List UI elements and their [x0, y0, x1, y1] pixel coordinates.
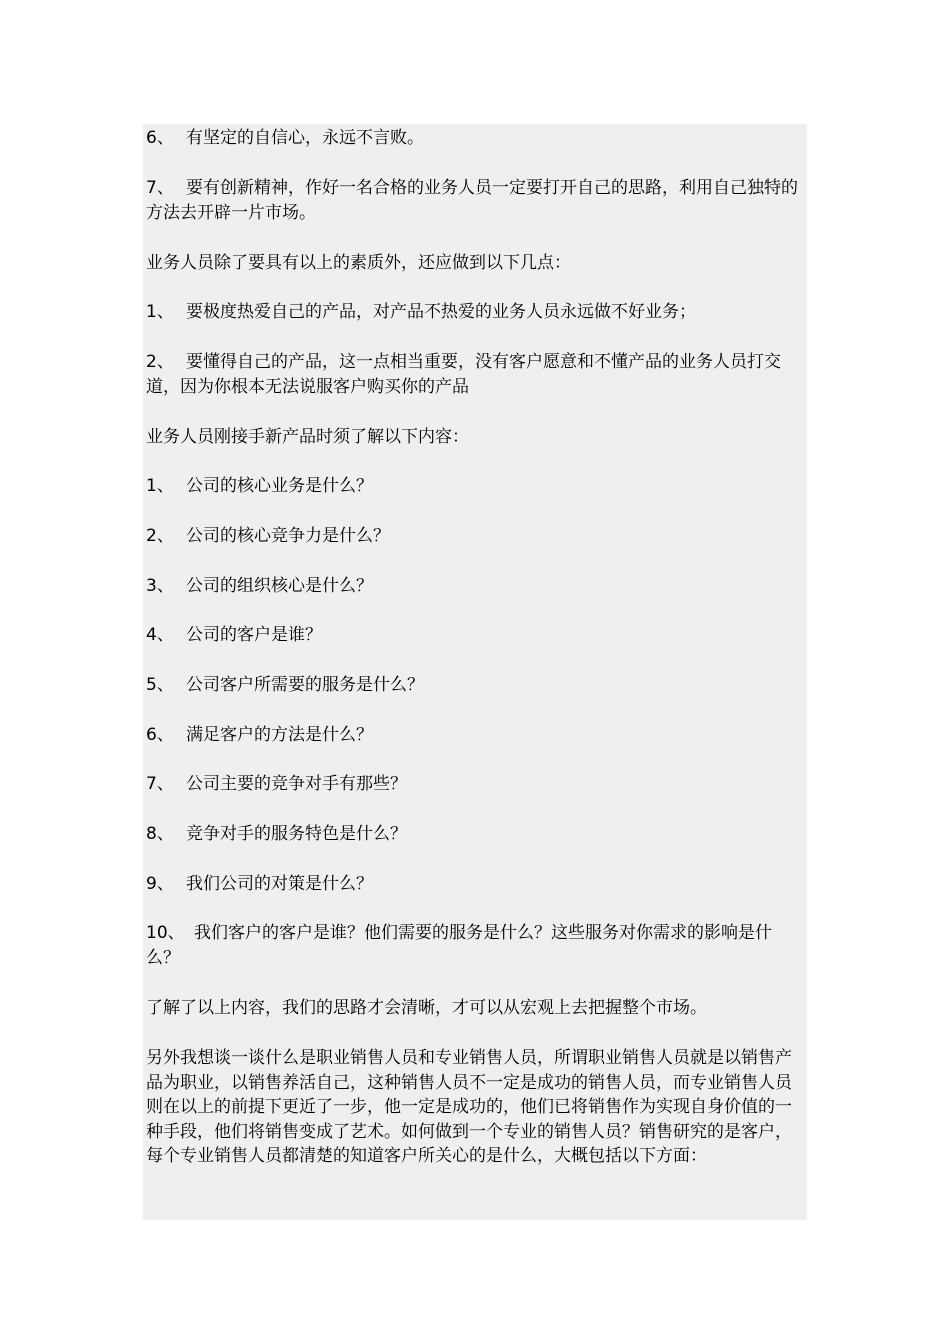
list-number: 2、 — [146, 352, 174, 372]
list-number: 9、 — [146, 874, 174, 894]
list-number: 7、 — [146, 178, 174, 198]
paragraph-text: 有坚定的自信心，永远不言败。 — [186, 128, 424, 148]
question-item-9 — [146, 872, 801, 897]
question-item-5 — [146, 673, 801, 698]
question-item-4 — [146, 623, 801, 648]
paragraph-text: 我们客户的客户是谁？他们需要的服务是什么？这些服务对你需求的影响是什么？ — [146, 923, 772, 968]
paragraph-text: 了解了以上内容，我们的思路才会清晰，才可以从宏观上去把握整个市场。 — [146, 998, 707, 1018]
list-number: 2、 — [146, 526, 174, 546]
list-number: 1、 — [146, 302, 174, 322]
question-item-10 — [146, 921, 801, 970]
list-number: 7、 — [146, 774, 174, 794]
list-number: 10、 — [146, 923, 185, 943]
list-number: 5、 — [146, 675, 174, 695]
list-number: 3、 — [146, 576, 174, 596]
paragraph-text: 公司客户所需要的服务是什么？ — [186, 675, 424, 695]
paragraph-point-1 — [146, 300, 801, 325]
paragraph-text: 公司主要的竞争对手有那些？ — [186, 774, 407, 794]
paragraph-text: 公司的核心业务是什么？ — [186, 476, 373, 496]
paragraph-item-7 — [146, 176, 801, 225]
paragraph-summary — [146, 996, 801, 1021]
paragraph-text: 要有创新精神，作好一名合格的业务人员一定要打开自己的思路，利用自己独特的方法去开辟一片市场。 — [146, 178, 798, 223]
paragraph-text: 满足客户的方法是什么？ — [186, 725, 373, 745]
list-number: 8、 — [146, 824, 174, 844]
question-item-8 — [146, 822, 801, 847]
paragraph-intro-points — [146, 251, 801, 276]
question-item-1 — [146, 474, 801, 499]
question-item-3 — [146, 574, 801, 599]
question-item-6 — [146, 723, 801, 748]
paragraph-professional-sales — [146, 1046, 801, 1169]
paragraph-text: 要懂得自己的产品，这一点相当重要，没有客户愿意和不懂产品的业务人员打交道，因为你根本无法说服客户购买你的产品 — [146, 352, 781, 397]
paragraph-text: 公司的客户是谁？ — [186, 625, 322, 645]
paragraph-text: 另外我想谈一谈什么是职业销售人员和专业销售人员，所谓职业销售人员就是以销售产品为职业，以销售养活自己，这种销售人员不一定是成功的销售人员，而专业销售人员则在以上的前提下更近了一步，他一定是成功的，他们已将销售作为实现自身价值的一种手段，他们将销售变成了艺术。如何做到一个专业的销售人员？销售研究的是客户，每个专业销售人员都清楚的知道客户所关心的是什么，大概包括以下方面： — [146, 1048, 792, 1166]
paragraph-text: 竞争对手的服务特色是什么？ — [186, 824, 407, 844]
list-number: 4、 — [146, 625, 174, 645]
paragraph-point-2 — [146, 350, 801, 399]
list-number: 6、 — [146, 725, 174, 745]
list-number: 1、 — [146, 476, 174, 496]
question-item-7 — [146, 772, 801, 797]
list-number: 6、 — [146, 128, 174, 148]
paragraph-text: 业务人员刚接手新产品时须了解以下内容： — [146, 427, 469, 447]
document-body — [143, 124, 807, 1220]
paragraph-text: 我们公司的对策是什么？ — [186, 874, 373, 894]
paragraph-text: 公司的核心竞争力是什么？ — [186, 526, 390, 546]
paragraph-text: 公司的组织核心是什么？ — [186, 576, 373, 596]
paragraph-intro-new-product — [146, 425, 801, 450]
paragraph-text: 要极度热爱自己的产品，对产品不热爱的业务人员永远做不好业务； — [186, 302, 696, 322]
paragraph-text: 业务人员除了要具有以上的素质外，还应做到以下几点： — [146, 253, 571, 273]
paragraph-item-6 — [146, 126, 801, 151]
question-item-2 — [146, 524, 801, 549]
